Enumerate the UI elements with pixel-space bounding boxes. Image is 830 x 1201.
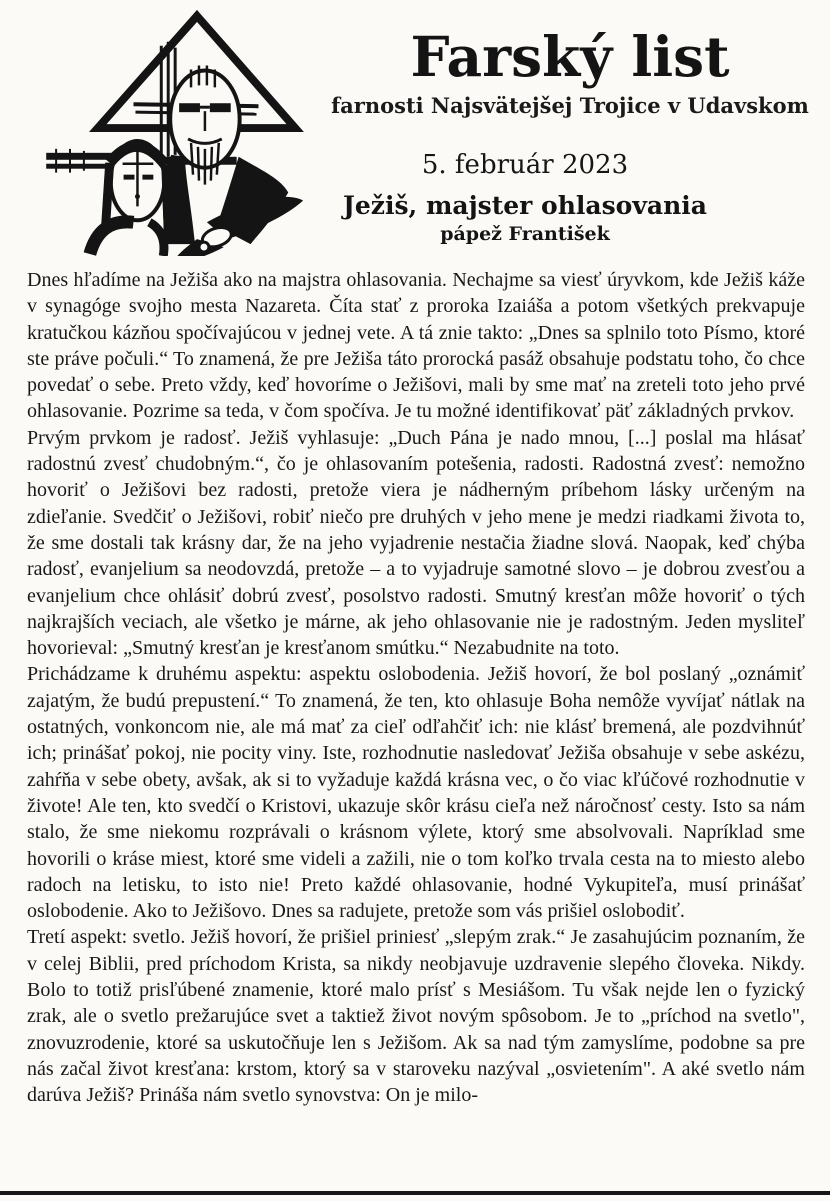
holy-trinity-logo <box>46 8 344 256</box>
article-paragraph: Prichádzame k druhému aspektu: aspektu oslobodenia. Ježiš hovorí, že bol poslaný „oznámiť zajatým, že budú prepustení.“ To znamená, že ten, kto ohlasuje Boha nemôže vyvíjať nátlak na ostatných, vonkoncom nie, ale má mať za cieľ odľahčiť ich: nie klásť bremená, ale pozdvihnúť ich; prinášať pokoj, nie pocity viny. Iste, rozhodnutie nasledovať Ježiša obsahuje v sebe askézu, zahŕňa v sebe obety, avšak, ak si to vyžaduje každá krásna vec, o čo viac kľúčové rozhodnutie v živote! Ale ten, kto svedčí o Kristovi, ukazuje skôr krásu cieľa než náročnosť cesty. Isto sa nám stalo, že sme niekomu rozprávali o krásnom výlete, ktorý sme absolvovali. Napríklad sme hovorili o kráse miest, ktoré sme videli a zažili, nie o tom koľko trvala cesta na to miesto alebo radoch na letisku, to isto nie! Preto každé ohlasovanie, hodné Vykupiteľa, musí prinášať oslobodenie. Ako to Ježišovo. Dnes sa radujete, pretože som vás prišiel oslobodiť. <box>27 663 805 923</box>
bottom-rule-divider <box>0 1191 830 1195</box>
masthead <box>330 24 810 118</box>
issue-date: 5. február 2023 <box>421 150 629 180</box>
article-header <box>330 192 720 245</box>
article-paragraph: Tretí aspekt: svetlo. Ježiš hovorí, že prišiel priniesť „slepým zrak.“ Je zasahujúcim poznaním, že v celej Biblii, pred príchodom Krista, sa nikdy neobjavuje uzdravenie slepého človeka. Nikdy. Bolo to totiž prisľúbené znamenie, ktoré malo prísť s Mesiášom. Tu však nejde len o fyzický zrak, ale o svetlo prežarujúce svet a taktiež život novým spôsobom. Je to „príchod na svetlo", znovuzrodenie, ktoré sa uskutočňuje len s Ježišom. Ak sa nad tým zamyslíme, podobne sa pre nás začal život kresťana: krstom, ktorý sa v staroveku nazýval „osvietením". A aké svetlo nám darúva Ježiš? Prináša nám svetlo synovstva: On je milo- <box>27 926 805 1107</box>
article-author: pápež František <box>440 222 610 245</box>
article-body <box>27 267 805 1191</box>
article-paragraph: Dnes hľadíme na Ježiša ako na majstra ohlasovania. Nechajme sa viesť úryvkom, kde Ježiš káže v synagóge svojho mesta Nazareta. Číta stať z proroka Izaiáša a potom všetkých prekvapuje kratučkou kázňou spočívajúcou v jednej vete. A tá znie takto: „Dnes sa splnilo toto Písmo, ktoré ste práve počuli.“ To znamená, že pre Ježiša táto prorocká pasáž obsahuje podstatu toho, čo chce povedať o sebe. Preto vždy, keď hovoríme o Ježišovi, mali by sme mať na zreteli toto jeho prvé ohlasovanie. Pozrime sa teda, v čom spočíva. Je tu možné identifikovať päť základných prvkov. <box>27 269 805 423</box>
article-paragraph: Prvým prvkom je radosť. Ježiš vyhlasuje: „Duch Pána je nado mnou, [...] poslal ma hlásať radostnú zvesť chudobným.“, čo je ohlasovaním potešenia, radosti. Radostná zvesť: nemožno hovoriť o Ježišovi bez radosti, pretože viera je nádherným príbehom lásky určeným na zdieľanie. Svedčiť o Ježišovi, robiť niečo pre druhých v jeho mene je medzi riadkami života to, že sme dostali tak krásny dar, že na jeho vyjadrenie nestačia žiadne slová. Naopak, keď chýba radosť, evanjelium sa neodovzdá, pretože – a to vyjadruje samotné slovo – je dobrou zvesťou a evanjelium chce ohlásiť dobrú zvesť, posolstvo radosti. Smutný kresťan môže hovoriť o tých najkrajších veciach, ale všetko je márne, ak jeho ohlasovanie nie je radostným. Jeden mysliteľ hovorieval: „Smutný kresťan je kresťanom smútku.“ Nezabudnite na toto. <box>27 426 805 660</box>
newsletter-title: Farský list <box>410 24 730 89</box>
article-title: Ježiš, majster ohlasovania <box>343 191 707 220</box>
newsletter-subtitle: farnosti Najsvätejšej Trojice v Udavskom <box>331 92 809 118</box>
